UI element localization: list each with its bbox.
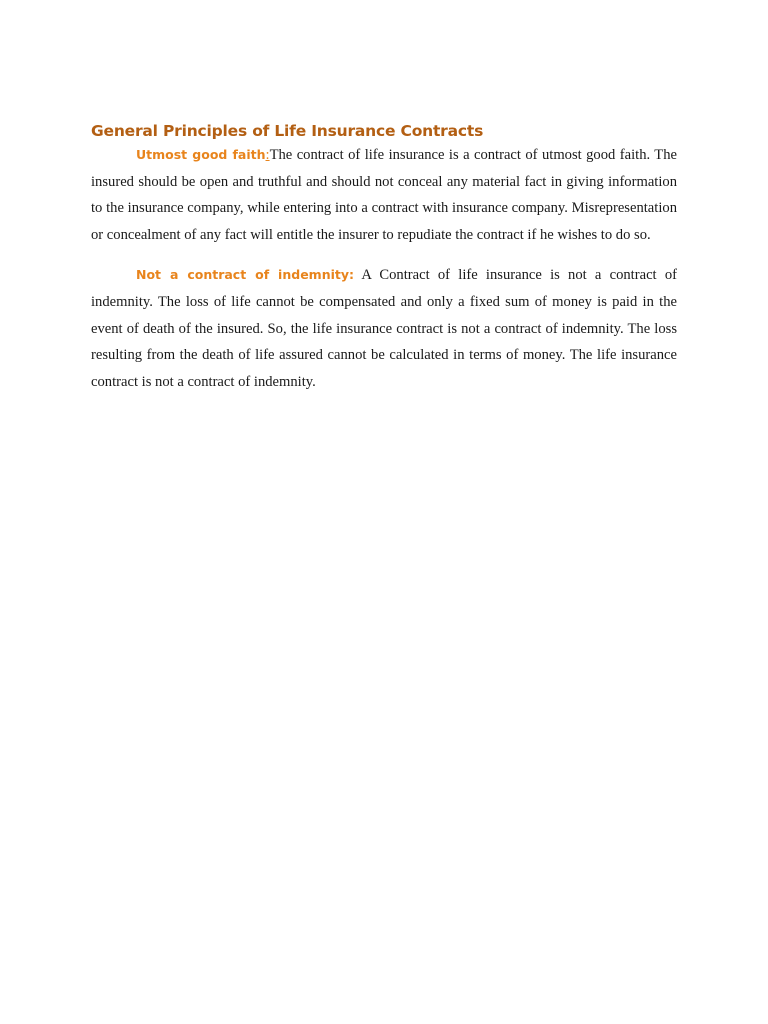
paragraph-lead-utmost-good-faith: Utmost good faith bbox=[136, 147, 266, 162]
paragraph-lead-separator: : bbox=[265, 147, 270, 163]
paragraph-not-indemnity bbox=[91, 262, 677, 395]
paragraph-body-utmost-good-faith: The contract of life insurance is a contract of utmost good faith. The insured should be open and truthful and should not conceal any material fact in giving information to the insurance company, while entering into a contract with insurance company. Misrepresentation or concealment of any fact will entitle the insurer to repudiate the contract if he wishes to do so. bbox=[91, 147, 677, 243]
paragraph-utmost-good-faith bbox=[91, 142, 677, 248]
document-content bbox=[91, 122, 677, 395]
document-title: General Principles of Life Insurance Contracts bbox=[91, 122, 484, 140]
paragraph-body-not-indemnity: A Contract of life insurance is not a contract of indemnity. The loss of life cannot be compensated and only a fixed sum of money is paid in the event of death of the insured. So, the life insurance contract is not a contract of indemnity. The loss resulting from the death of life assured cannot be calculated in terms of money. The life insurance contract is not a contract of indemnity. bbox=[91, 267, 677, 390]
paragraph-lead-not-indemnity: Not a contract of indemnity: bbox=[136, 267, 355, 283]
